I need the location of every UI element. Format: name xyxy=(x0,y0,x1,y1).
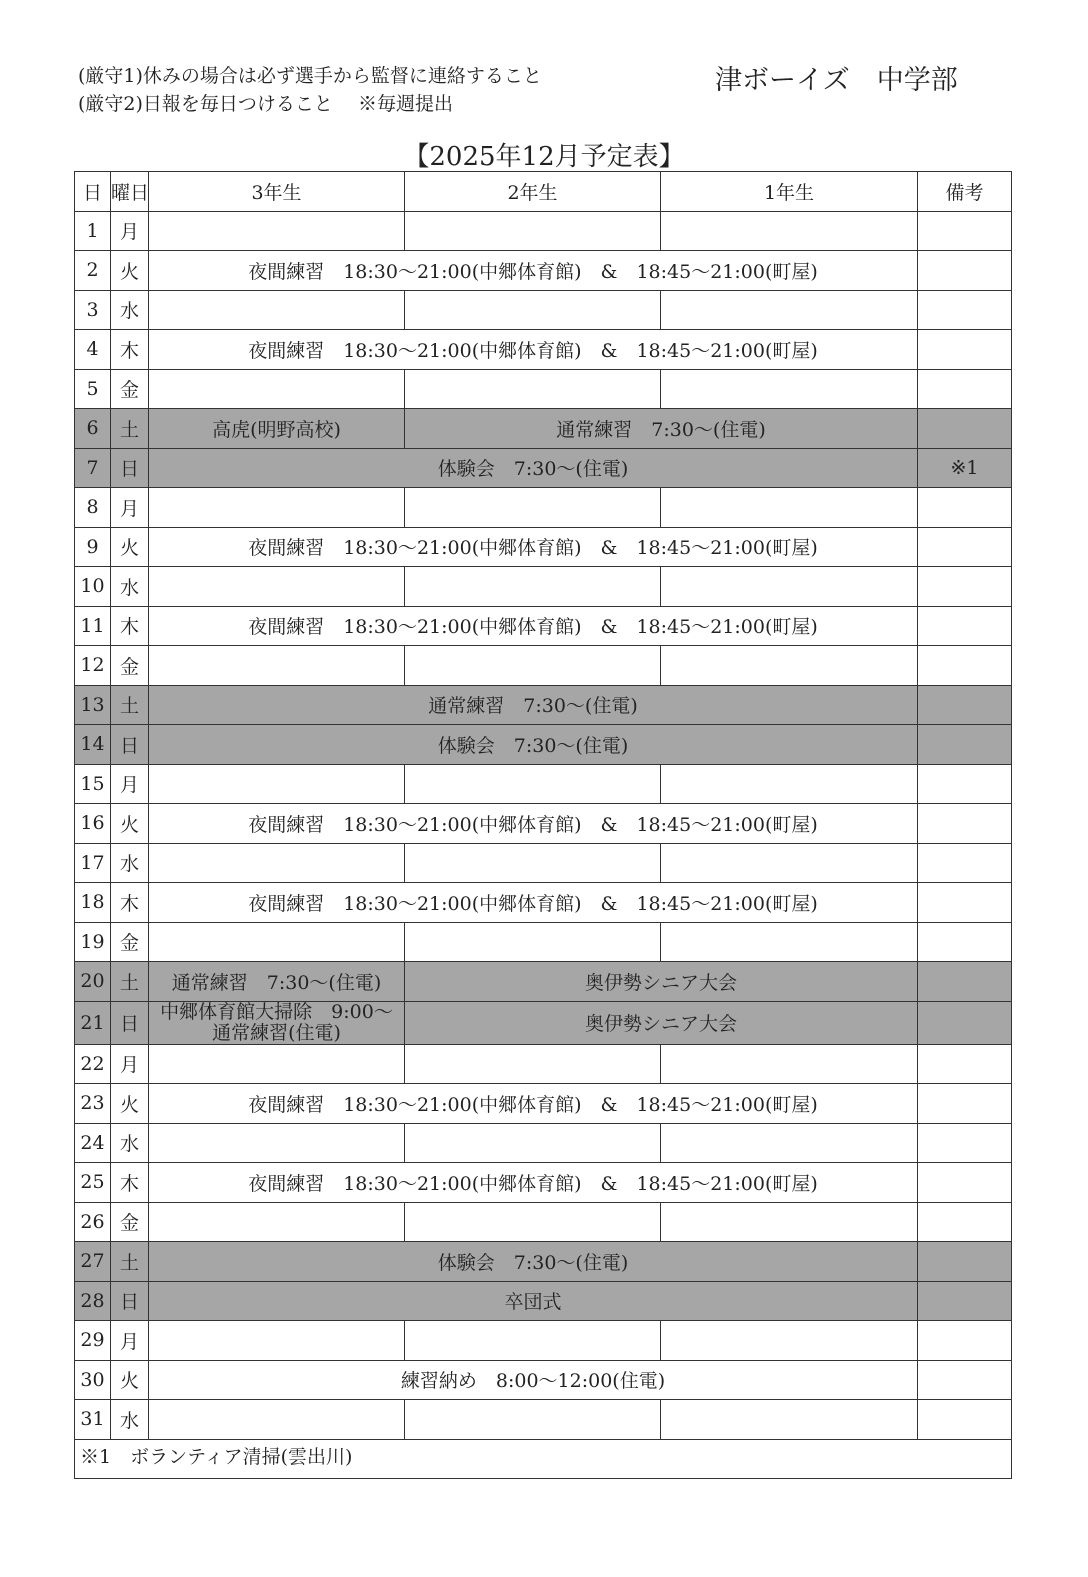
day-cell: 16 xyxy=(75,804,111,844)
day-cell: 7 xyxy=(75,448,111,488)
all-grades-event: 体験会 7:30〜(住電) xyxy=(149,448,918,488)
all-grades-event: 体験会 7:30〜(住電) xyxy=(149,725,918,765)
grade-1-cell xyxy=(661,922,918,962)
weekday-cell: 金 xyxy=(111,646,149,686)
weekday-cell: 土 xyxy=(111,1242,149,1282)
notes-cell xyxy=(918,1242,1012,1282)
col-header-grade-2: 2年生 xyxy=(405,172,661,212)
grade-3-cell xyxy=(149,488,405,528)
grade-1-cell xyxy=(661,843,918,883)
grade-3-cell xyxy=(149,1202,405,1242)
day-cell: 14 xyxy=(75,725,111,765)
grade-3-event-line-1: 中郷体育館大掃除 9:00〜 xyxy=(160,1000,393,1023)
notes-cell xyxy=(918,1281,1012,1321)
weekday-cell: 金 xyxy=(111,1202,149,1242)
table-row xyxy=(75,922,1012,962)
weekday-cell: 火 xyxy=(111,804,149,844)
grade-1-cell xyxy=(661,369,918,409)
table-row xyxy=(75,962,1012,1002)
table-row xyxy=(75,606,1012,646)
notes-cell xyxy=(918,488,1012,528)
grade-2-cell xyxy=(405,646,661,686)
notes-cell xyxy=(918,567,1012,607)
table-row xyxy=(75,1400,1012,1440)
table-row xyxy=(75,488,1012,528)
day-cell: 12 xyxy=(75,646,111,686)
all-grades-event: 夜間練習 18:30〜21:00(中郷体育館) & 18:45〜21:00(町屋) xyxy=(149,1084,918,1124)
grade-3-cell xyxy=(149,1400,405,1440)
weekday-cell: 土 xyxy=(111,962,149,1002)
grade-1-cell xyxy=(661,1321,918,1361)
grade-2-cell xyxy=(405,1202,661,1242)
day-cell: 25 xyxy=(75,1163,111,1203)
notes-cell xyxy=(918,1084,1012,1124)
rule-1-text: (厳守1)休みの場合は必ず選手から監督に連絡すること xyxy=(78,65,542,87)
weekday-cell: 月 xyxy=(111,1321,149,1361)
weekday-cell: 金 xyxy=(111,369,149,409)
grade-3-cell xyxy=(149,567,405,607)
notes-cell xyxy=(918,725,1012,765)
day-cell: 2 xyxy=(75,251,111,291)
grade-3-cell xyxy=(149,369,405,409)
col-header-weekday: 曜日 xyxy=(111,172,149,212)
col-header-grade-3: 3年生 xyxy=(149,172,405,212)
weekday-cell: 月 xyxy=(111,488,149,528)
day-cell: 28 xyxy=(75,1281,111,1321)
all-grades-event: 夜間練習 18:30〜21:00(中郷体育館) & 18:45〜21:00(町屋) xyxy=(149,883,918,923)
grade-1-cell xyxy=(661,211,918,251)
grade-3-event: 高虎(明野高校) xyxy=(149,409,405,449)
rule-2-text: (厳守2)日報を毎日つけること ※毎週提出 xyxy=(78,93,453,115)
notes-cell xyxy=(918,409,1012,449)
weekday-cell: 金 xyxy=(111,922,149,962)
weekday-cell: 月 xyxy=(111,211,149,251)
notes-cell: ※1 xyxy=(918,448,1012,488)
day-cell: 11 xyxy=(75,606,111,646)
day-cell: 19 xyxy=(75,922,111,962)
table-row xyxy=(75,1202,1012,1242)
weekday-cell: 水 xyxy=(111,1400,149,1440)
notes-cell xyxy=(918,290,1012,330)
grade-2-cell xyxy=(405,764,661,804)
notes-cell xyxy=(918,883,1012,923)
grade-3-cell xyxy=(149,843,405,883)
table-row xyxy=(75,290,1012,330)
notes-cell xyxy=(918,251,1012,291)
day-cell: 15 xyxy=(75,764,111,804)
grade-3-cell xyxy=(149,922,405,962)
schedule-table xyxy=(74,171,1012,1479)
weekday-cell: 水 xyxy=(111,567,149,607)
table-row xyxy=(75,883,1012,923)
all-grades-event: 体験会 7:30〜(住電) xyxy=(149,1242,918,1282)
all-grades-event: 練習納め 8:00〜12:00(住電) xyxy=(149,1360,918,1400)
col-header-grade-1: 1年生 xyxy=(661,172,918,212)
grade-1-cell xyxy=(661,764,918,804)
grade-3-cell xyxy=(149,211,405,251)
day-cell: 18 xyxy=(75,883,111,923)
grade-1-cell xyxy=(661,290,918,330)
weekday-cell: 土 xyxy=(111,409,149,449)
day-cell: 29 xyxy=(75,1321,111,1361)
grade-1-cell xyxy=(661,1400,918,1440)
grade-2-cell xyxy=(405,1321,661,1361)
grade-2-cell xyxy=(405,369,661,409)
table-row xyxy=(75,567,1012,607)
table-row xyxy=(75,448,1012,488)
day-cell: 9 xyxy=(75,527,111,567)
day-cell: 24 xyxy=(75,1123,111,1163)
notes-cell xyxy=(918,606,1012,646)
weekday-cell: 木 xyxy=(111,883,149,923)
table-row xyxy=(75,685,1012,725)
grade-2-cell xyxy=(405,1123,661,1163)
grade-3-event: 通常練習 7:30〜(住電) xyxy=(149,962,405,1002)
weekday-cell: 日 xyxy=(111,1001,149,1044)
table-row xyxy=(75,1163,1012,1203)
header-row xyxy=(75,172,1012,212)
col-header-notes: 備考 xyxy=(918,172,1012,212)
weekday-cell: 木 xyxy=(111,330,149,370)
notes-cell xyxy=(918,922,1012,962)
table-row xyxy=(75,330,1012,370)
grade-3-cell xyxy=(149,290,405,330)
grade-2-cell xyxy=(405,1400,661,1440)
day-cell: 17 xyxy=(75,843,111,883)
table-row xyxy=(75,1242,1012,1282)
day-cell: 27 xyxy=(75,1242,111,1282)
grade-1-2-event: 奥伊勢シニア大会 xyxy=(405,1001,918,1044)
grade-2-cell xyxy=(405,567,661,607)
all-grades-event: 夜間練習 18:30〜21:00(中郷体育館) & 18:45〜21:00(町屋) xyxy=(149,251,918,291)
table-row xyxy=(75,1123,1012,1163)
grade-1-cell xyxy=(661,1202,918,1242)
grade-2-cell xyxy=(405,290,661,330)
day-cell: 22 xyxy=(75,1044,111,1084)
weekday-cell: 火 xyxy=(111,527,149,567)
all-grades-event: 夜間練習 18:30〜21:00(中郷体育館) & 18:45〜21:00(町屋) xyxy=(149,606,918,646)
grade-1-cell xyxy=(661,1044,918,1084)
grade-2-cell xyxy=(405,922,661,962)
grade-1-cell xyxy=(661,646,918,686)
notes-cell xyxy=(918,843,1012,883)
day-cell: 1 xyxy=(75,211,111,251)
weekday-cell: 日 xyxy=(111,448,149,488)
day-cell: 21 xyxy=(75,1001,111,1044)
day-cell: 8 xyxy=(75,488,111,528)
all-grades-event: 夜間練習 18:30〜21:00(中郷体育館) & 18:45〜21:00(町屋) xyxy=(149,1163,918,1203)
grade-2-cell xyxy=(405,211,661,251)
table-row xyxy=(75,646,1012,686)
table-row xyxy=(75,251,1012,291)
notes-cell xyxy=(918,1163,1012,1203)
weekday-cell: 月 xyxy=(111,764,149,804)
day-cell: 20 xyxy=(75,962,111,1002)
day-cell: 6 xyxy=(75,409,111,449)
day-cell: 30 xyxy=(75,1360,111,1400)
day-cell: 23 xyxy=(75,1084,111,1124)
footnote: ※1 ボランティア清掃(雲出川) xyxy=(75,1439,1012,1479)
day-cell: 26 xyxy=(75,1202,111,1242)
grade-3-cell xyxy=(149,646,405,686)
table-row xyxy=(75,1044,1012,1084)
notes-cell xyxy=(918,330,1012,370)
all-grades-event: 夜間練習 18:30〜21:00(中郷体育館) & 18:45〜21:00(町屋) xyxy=(149,804,918,844)
notes-cell xyxy=(918,685,1012,725)
notes-cell xyxy=(918,804,1012,844)
weekday-cell: 木 xyxy=(111,606,149,646)
page-title: 【2025年12月予定表】 xyxy=(403,142,685,172)
grade-3-cell xyxy=(149,1321,405,1361)
weekday-cell: 火 xyxy=(111,251,149,291)
grade-3-event xyxy=(149,1001,405,1044)
table-row xyxy=(75,1321,1012,1361)
notes-cell xyxy=(918,527,1012,567)
day-cell: 3 xyxy=(75,290,111,330)
day-cell: 4 xyxy=(75,330,111,370)
notes-cell xyxy=(918,1360,1012,1400)
notes-cell xyxy=(918,369,1012,409)
weekday-cell: 水 xyxy=(111,1123,149,1163)
notes-cell xyxy=(918,1400,1012,1440)
notes-cell xyxy=(918,1321,1012,1361)
weekday-cell: 火 xyxy=(111,1084,149,1124)
grade-1-cell xyxy=(661,567,918,607)
table-row xyxy=(75,1084,1012,1124)
weekday-cell: 水 xyxy=(111,843,149,883)
table-row xyxy=(75,764,1012,804)
day-cell: 31 xyxy=(75,1400,111,1440)
grade-2-cell xyxy=(405,488,661,528)
table-row xyxy=(75,804,1012,844)
col-header-day: 日 xyxy=(75,172,111,212)
notes-cell xyxy=(918,1123,1012,1163)
organization-name: 津ボーイズ 中学部 xyxy=(715,65,958,96)
all-grades-event: 夜間練習 18:30〜21:00(中郷体育館) & 18:45〜21:00(町屋) xyxy=(149,330,918,370)
notes-cell xyxy=(918,646,1012,686)
table-row xyxy=(75,211,1012,251)
table-row xyxy=(75,527,1012,567)
all-grades-event: 夜間練習 18:30〜21:00(中郷体育館) & 18:45〜21:00(町屋) xyxy=(149,527,918,567)
day-cell: 13 xyxy=(75,685,111,725)
table-row xyxy=(75,1360,1012,1400)
all-grades-event: 卒団式 xyxy=(149,1281,918,1321)
notes-cell xyxy=(918,1202,1012,1242)
weekday-cell: 日 xyxy=(111,1281,149,1321)
grade-2-cell xyxy=(405,1044,661,1084)
table-row xyxy=(75,843,1012,883)
grade-1-cell xyxy=(661,488,918,528)
notes-cell xyxy=(918,1001,1012,1044)
notes-cell xyxy=(918,211,1012,251)
grade-1-cell xyxy=(661,1123,918,1163)
grade-3-event-line-2: 通常練習(住電) xyxy=(212,1021,341,1044)
weekday-cell: 月 xyxy=(111,1044,149,1084)
grade-1-2-event: 通常練習 7:30〜(住電) xyxy=(405,409,918,449)
day-cell: 5 xyxy=(75,369,111,409)
all-grades-event: 通常練習 7:30〜(住電) xyxy=(149,685,918,725)
grade-3-cell xyxy=(149,1044,405,1084)
grade-3-cell xyxy=(149,1123,405,1163)
footnote-row xyxy=(75,1439,1012,1479)
weekday-cell: 火 xyxy=(111,1360,149,1400)
table-row xyxy=(75,725,1012,765)
notes-cell xyxy=(918,764,1012,804)
table-row xyxy=(75,1001,1012,1044)
table-row xyxy=(75,1281,1012,1321)
grade-1-2-event: 奥伊勢シニア大会 xyxy=(405,962,918,1002)
weekday-cell: 木 xyxy=(111,1163,149,1203)
grade-3-cell xyxy=(149,764,405,804)
table-row xyxy=(75,409,1012,449)
notes-cell xyxy=(918,1044,1012,1084)
notes-cell xyxy=(918,962,1012,1002)
weekday-cell: 水 xyxy=(111,290,149,330)
weekday-cell: 土 xyxy=(111,685,149,725)
day-cell: 10 xyxy=(75,567,111,607)
weekday-cell: 日 xyxy=(111,725,149,765)
grade-2-cell xyxy=(405,843,661,883)
table-row xyxy=(75,369,1012,409)
